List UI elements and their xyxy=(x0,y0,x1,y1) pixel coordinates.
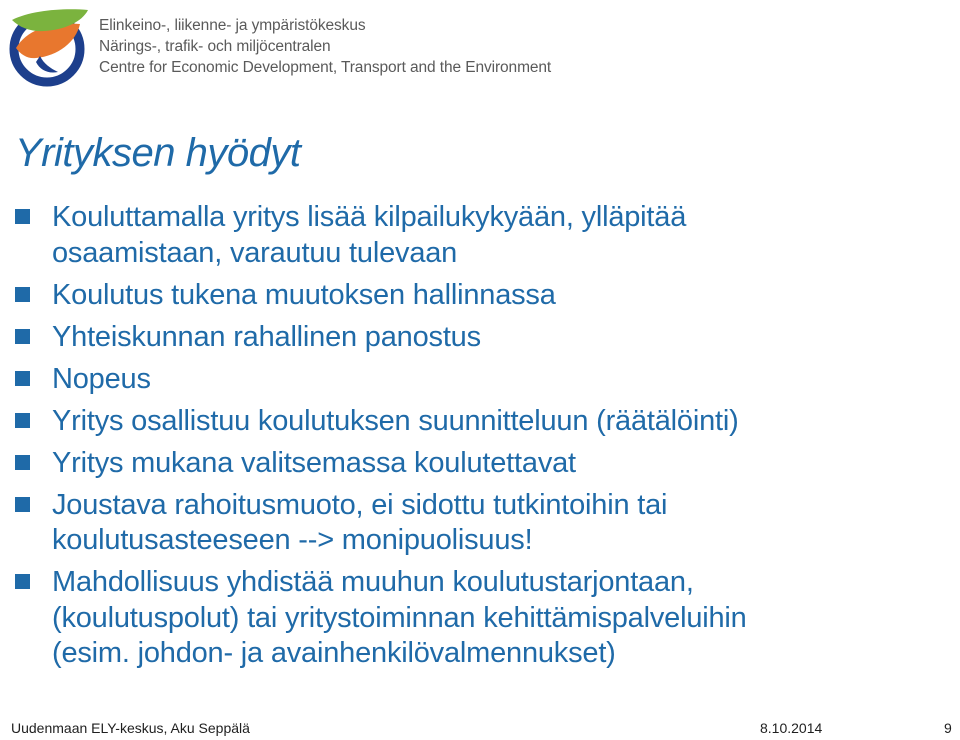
slide-footer xyxy=(0,720,960,740)
bullet-text: Koulutus tukena muutoksen hallinnassa xyxy=(52,278,556,311)
bullet-text: Kouluttamalla yritys lisää kilpailukykyään, ylläpitää xyxy=(52,201,687,233)
bullet-item xyxy=(0,320,945,356)
org-name-finnish: Elinkeino-, liikenne- ja ympäristökeskus xyxy=(99,17,366,34)
slide-title: Yrityksen hyödyt xyxy=(15,131,301,175)
bullet-item xyxy=(0,404,945,440)
footer-date: 8.10.2014 xyxy=(760,720,823,736)
bullet-item xyxy=(0,488,945,559)
bullet-item xyxy=(0,200,945,271)
square-bullet-icon xyxy=(15,209,30,224)
bullet-text: (esim. johdon- ja avainhenkilövalmennukset) xyxy=(52,637,616,669)
slide-header xyxy=(0,0,960,95)
footer-author: Uudenmaan ELY-keskus, Aku Seppälä xyxy=(11,720,250,736)
square-bullet-icon xyxy=(15,455,30,470)
org-name-swedish: Närings-, trafik- och miljöcentralen xyxy=(99,38,331,55)
bullet-item xyxy=(0,278,945,314)
bullet-item xyxy=(0,565,945,672)
square-bullet-icon xyxy=(15,497,30,512)
bullet-text: Nopeus xyxy=(52,362,151,395)
bullet-text: osaamistaan, varautuu tulevaan xyxy=(52,236,458,269)
page-number: 9 xyxy=(944,720,952,736)
bullet-text: Joustava rahoitusmuoto, ei sidottu tutkintoihin tai xyxy=(52,488,668,521)
ely-logo-icon xyxy=(6,4,88,90)
bullet-text: Yritys osallistuu koulutuksen suunnitteluun (räätälöinti) xyxy=(52,404,739,437)
square-bullet-icon xyxy=(15,413,30,428)
bullet-text: (koulutuspolut) tai yritystoiminnan kehittämispalveluihin xyxy=(52,601,747,634)
bullet-text: Yritys mukana valitsemassa koulutettavat xyxy=(52,446,576,479)
bullet-item xyxy=(0,362,945,398)
bullet-text: Yhteiskunnan rahallinen panostus xyxy=(52,320,481,353)
square-bullet-icon xyxy=(15,287,30,302)
bullet-text: Mahdollisuus yhdistää muuhun koulutustarjontaan, xyxy=(52,566,694,598)
square-bullet-icon xyxy=(15,574,30,589)
square-bullet-icon xyxy=(15,329,30,344)
bullet-item xyxy=(0,446,945,482)
bullet-list xyxy=(0,200,945,678)
bullet-text: koulutusasteeseen --> monipuolisuus! xyxy=(52,524,533,556)
organization-names xyxy=(99,15,551,78)
square-bullet-icon xyxy=(15,371,30,386)
org-name-english: Centre for Economic Development, Transport and the Environment xyxy=(99,59,552,76)
